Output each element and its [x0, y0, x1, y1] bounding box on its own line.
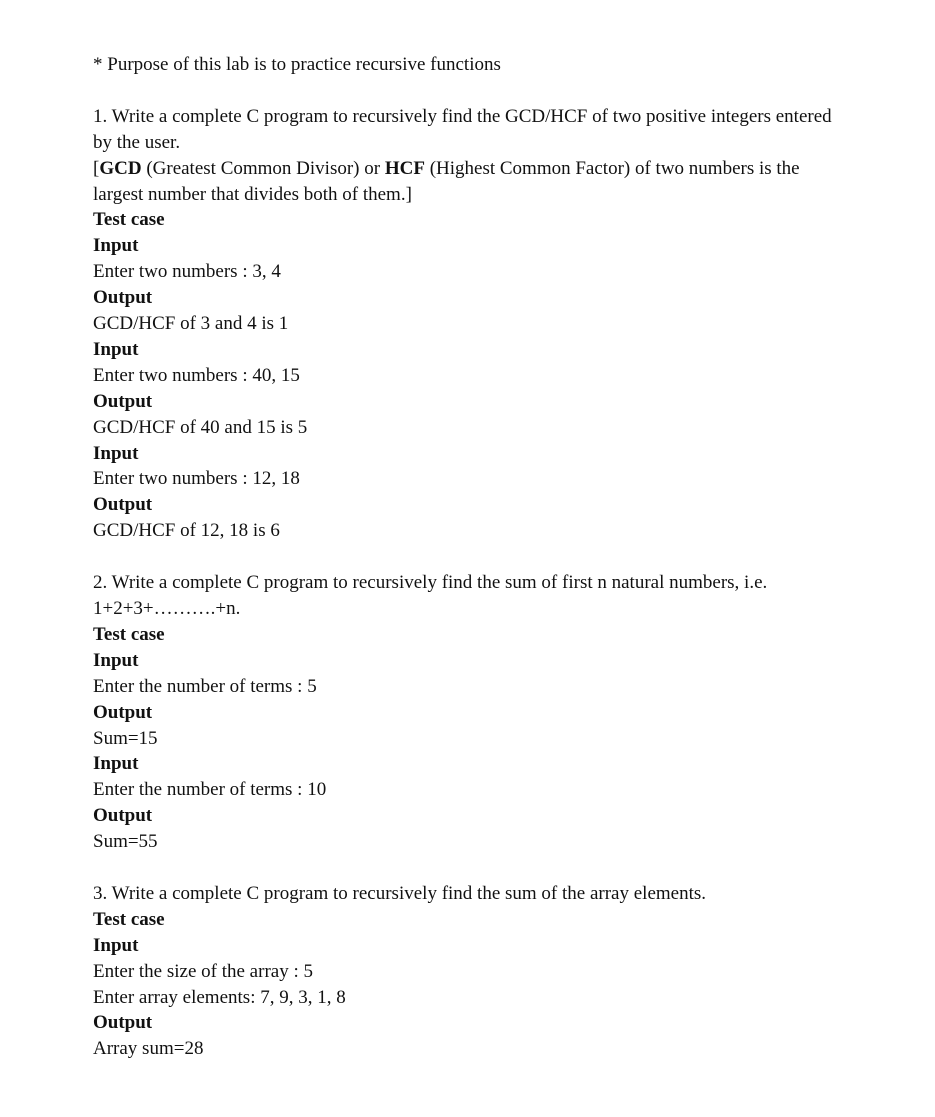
q1-question-line1: 1. Write a complete C program to recursively find the GCD/HCF of two positive integers entered — [93, 105, 832, 127]
q2-case1-output-label: Output — [93, 701, 153, 723]
q3-output-label: Output — [93, 1012, 153, 1034]
q3-input-line2: Enter array elements: 7, 9, 3, 1, 8 — [93, 986, 346, 1008]
q1-hcf-term: HCF — [384, 157, 425, 179]
document-page — [93, 52, 883, 1062]
q1-case2-input-label: Input — [93, 338, 139, 360]
q1-test-case-heading: Test case — [93, 209, 165, 231]
q2-case2-output: Sum=55 — [93, 831, 158, 853]
spacer — [93, 855, 883, 881]
q1-case3-input: Enter two numbers : 12, 18 — [93, 468, 300, 490]
q1-note-text2: (Highest Common Factor) of two numbers is the — [424, 157, 800, 179]
q2-case1-output: Sum=15 — [93, 727, 158, 749]
q1-gcd-term: GCD — [99, 157, 142, 179]
q1-case1-input-label: Input — [93, 235, 139, 257]
q2-question-line2: 1+2+3+……….+n. — [93, 598, 241, 619]
q1-note-line2: largest number that divides both of them.] — [93, 183, 412, 205]
q1-note-line1 — [93, 156, 883, 182]
q2-test-case-heading: Test case — [93, 623, 165, 645]
q1-case2-input: Enter two numbers : 40, 15 — [93, 364, 300, 386]
q3-question-line1: 3. Write a complete C program to recursively find the sum of the array elements. — [93, 882, 707, 904]
q1-case1-output: GCD/HCF of 3 and 4 is 1 — [93, 313, 289, 335]
q3-test-case-heading: Test case — [93, 908, 165, 930]
q2-case1-input: Enter the number of terms : 5 — [93, 675, 317, 697]
q1-case1-output-label: Output — [93, 287, 153, 309]
q1-case1-input: Enter two numbers : 3, 4 — [93, 261, 281, 283]
q1-case2-output-label: Output — [93, 390, 153, 412]
q1-case2-output: GCD/HCF of 40 and 15 is 5 — [93, 416, 308, 438]
q1-note-text1: (Greatest Common Divisor) or — [141, 157, 385, 179]
q2-case1-input-label: Input — [93, 649, 139, 671]
q3-output: Array sum=28 — [93, 1038, 204, 1060]
q2-case2-input: Enter the number of terms : 10 — [93, 779, 327, 801]
q1-case3-output-label: Output — [93, 494, 153, 516]
spacer — [93, 78, 883, 104]
spacer — [93, 544, 883, 570]
q2-case2-input-label: Input — [93, 753, 139, 775]
q1-case3-input-label: Input — [93, 442, 139, 464]
q1-case3-output: GCD/HCF of 12, 18 is 6 — [93, 520, 280, 542]
q3-input-label: Input — [93, 934, 139, 956]
q2-question-line1: 2. Write a complete C program to recursively find the sum of first n natural numbers, i.e. — [93, 572, 768, 594]
q2-case2-output-label: Output — [93, 805, 153, 827]
q3-input-line1: Enter the size of the array : 5 — [93, 960, 313, 982]
lab-purpose: * Purpose of this lab is to practice recursive functions — [93, 54, 501, 75]
q1-question-line2: by the user. — [93, 131, 181, 153]
q1-note-bracket: [ — [93, 157, 100, 179]
